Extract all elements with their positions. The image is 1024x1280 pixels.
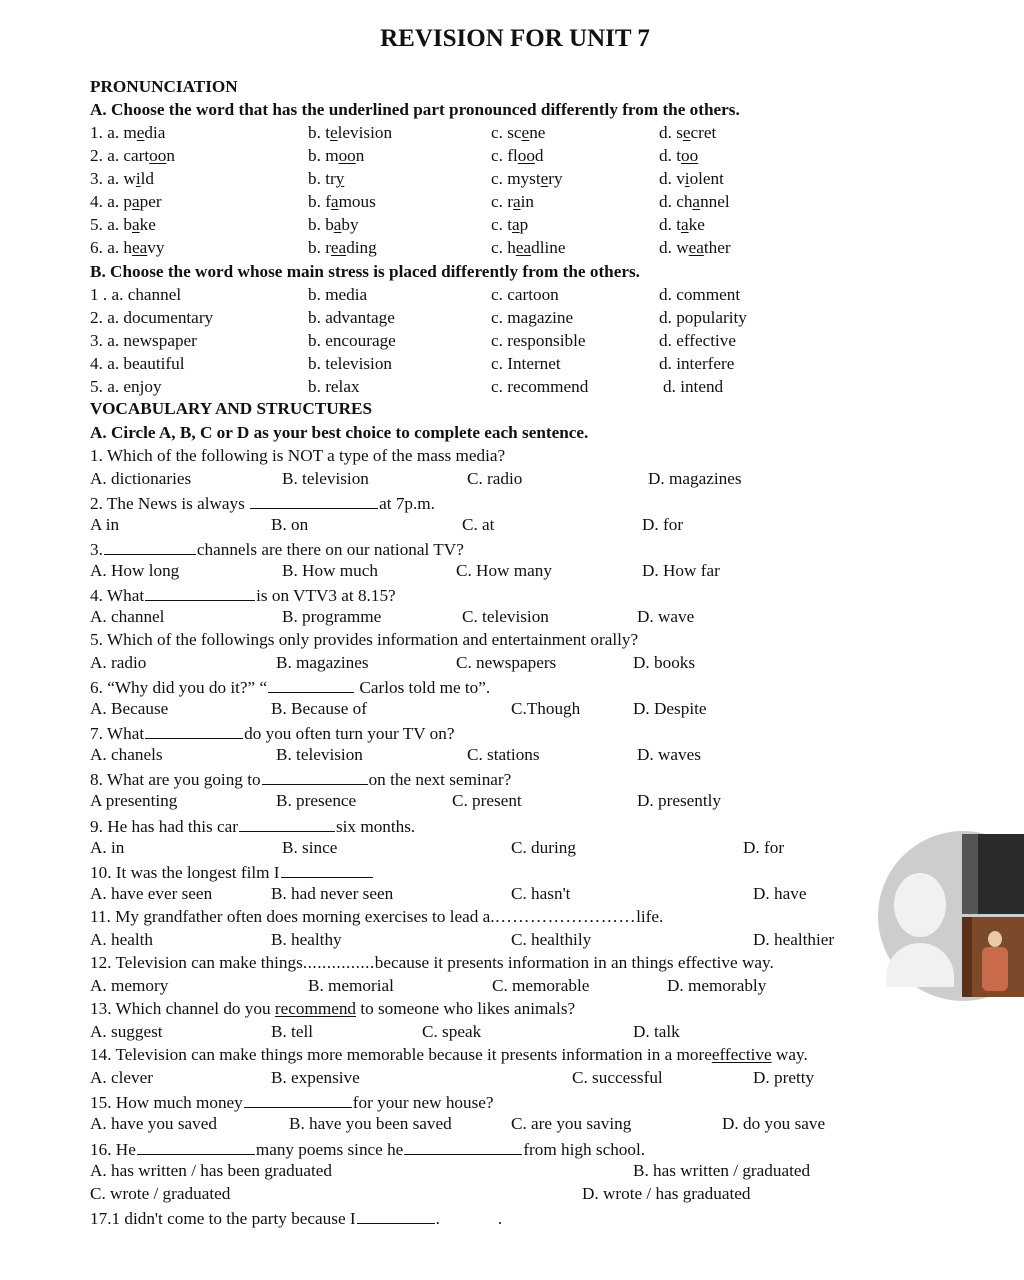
answer-option[interactable]: C. radio: [467, 469, 523, 488]
photo-thumbnail[interactable]: [962, 834, 1024, 914]
pronunciation-option[interactable]: d. channel: [659, 192, 730, 211]
question-7-tail: do you often turn your TV on?: [244, 724, 455, 743]
answer-option[interactable]: B. How much: [282, 561, 378, 580]
question-3-tail: channels are there on our national TV?: [196, 540, 464, 559]
answer-option[interactable]: A. channel: [90, 607, 165, 626]
stress-option[interactable]: 4. a. beautiful: [90, 354, 185, 373]
stress-option[interactable]: d. intend: [663, 377, 724, 396]
pronunciation-option[interactable]: 5. a. bake: [90, 215, 156, 234]
question-16: [90, 1138, 645, 1160]
pronunciation-option[interactable]: 2. a. cartoon: [90, 146, 175, 165]
answer-dots[interactable]: ...............: [302, 953, 375, 972]
pronunciation-option[interactable]: d. violent: [659, 169, 724, 188]
question-9-tail: six months.: [335, 817, 416, 836]
answer-option[interactable]: D. Despite: [633, 699, 707, 718]
answer-option[interactable]: D. pretty: [753, 1068, 815, 1087]
answer-blank[interactable]: [281, 861, 373, 878]
pronunciation-option[interactable]: c. mystery: [491, 169, 563, 188]
question-17-stem: 17.1 didn't come to the party because I: [90, 1209, 356, 1228]
answer-option[interactable]: A. in: [90, 838, 125, 857]
stress-option[interactable]: c. responsible: [491, 331, 586, 350]
question-11-stem: 11. My grandfather often does morning exercises to lead a.: [90, 907, 495, 926]
answer-option[interactable]: C. hasn't: [511, 884, 571, 903]
answer-option[interactable]: C. television: [462, 607, 549, 626]
answer-option[interactable]: D. books: [633, 653, 696, 672]
underlined-part: a: [132, 215, 140, 234]
answer-option[interactable]: C. memorable: [492, 976, 590, 995]
question-10: [90, 861, 374, 883]
underlined-part: oo: [517, 146, 535, 165]
question-11-tail: life.: [636, 907, 664, 926]
answer-option[interactable]: B. tell: [271, 1022, 314, 1041]
question-6-stem: 6. “Why did you do it?” “: [90, 678, 268, 697]
stress-option[interactable]: d. comment: [659, 285, 741, 304]
pronunciation-option[interactable]: b. television: [308, 123, 393, 142]
instruction-b: B. Choose the word whose main stress is placed differently from the others.: [90, 262, 640, 281]
question-13-stem: 13. Which channel do you: [90, 999, 275, 1018]
answer-option[interactable]: A. health: [90, 930, 154, 949]
question-9-stem: 9. He has had this car: [90, 817, 238, 836]
answer-blank[interactable]: [239, 815, 335, 832]
underlined-part: a: [333, 215, 342, 234]
question-17: [90, 1207, 502, 1229]
question-9: [90, 815, 415, 837]
question-8: [90, 768, 511, 790]
question-14-tail: way.: [771, 1045, 808, 1064]
underlined-part: a: [680, 215, 689, 234]
stress-option[interactable]: 3. a. newspaper: [90, 331, 197, 350]
answer-option[interactable]: A. have ever seen: [90, 884, 213, 903]
question-16-stem: 16. He: [90, 1140, 136, 1159]
section-heading-vocabulary: VOCABULARY AND STRUCTURES: [90, 399, 373, 418]
question-12-stem: 12. Television can make things: [90, 953, 303, 972]
pronunciation-option[interactable]: 4. a. paper: [90, 192, 162, 211]
answer-option[interactable]: C. during: [511, 838, 576, 857]
underlined-part: a: [512, 215, 520, 234]
stress-option[interactable]: d. popularity: [659, 308, 747, 327]
pronunciation-option[interactable]: b. baby: [308, 215, 359, 234]
answer-option[interactable]: A. Because: [90, 699, 169, 718]
answer-option[interactable]: C. at: [462, 515, 495, 534]
stress-option[interactable]: b. advantage: [308, 308, 395, 327]
question-3: [90, 538, 464, 560]
underlined-part: i: [135, 169, 141, 188]
answer-blank[interactable]: [268, 676, 354, 693]
question-14-stem: 14. Television can make things more memorable because it presents information in a more: [90, 1045, 712, 1064]
underlined-part: ea: [132, 238, 148, 257]
underlined-part: ea: [330, 238, 347, 257]
question-7: [90, 722, 454, 744]
question-14: [90, 1045, 808, 1065]
underlined-word: recommend: [274, 999, 357, 1018]
stress-option[interactable]: b. relax: [308, 377, 360, 396]
pronunciation-option[interactable]: c. rain: [491, 192, 534, 211]
answer-blank[interactable]: [104, 538, 196, 555]
question-13-tail: to someone who likes animals?: [356, 999, 576, 1018]
pronunciation-option[interactable]: c. flood: [491, 146, 544, 165]
avatar-placeholder-icon: [894, 873, 946, 937]
underlined-part: e: [521, 123, 530, 142]
question-2: [90, 492, 435, 514]
question-17-tail: .: [497, 1209, 503, 1228]
answer-option[interactable]: D. healthier: [753, 930, 835, 949]
question-15: [90, 1091, 494, 1113]
answer-option[interactable]: A. have you saved: [90, 1114, 217, 1133]
answer-option[interactable]: A presenting: [90, 791, 178, 810]
underlined-part: a: [692, 192, 701, 211]
answer-option[interactable]: C. wrote / graduated: [90, 1184, 231, 1203]
question-4-tail: is on VTV3 at 8.15?: [256, 586, 396, 605]
answer-option[interactable]: B. healthy: [271, 930, 342, 949]
answer-option[interactable]: C. speak: [422, 1022, 482, 1041]
answer-option[interactable]: B. had never seen: [271, 884, 394, 903]
question-13: [90, 999, 575, 1019]
stress-option[interactable]: c. recommend: [491, 377, 589, 396]
answer-option[interactable]: C. How many: [456, 561, 552, 580]
pronunciation-option[interactable]: d. take: [659, 215, 705, 234]
answer-option[interactable]: A. How long: [90, 561, 180, 580]
photo-thumbnail[interactable]: [962, 917, 1024, 997]
answer-option[interactable]: D. wrote / has graduated: [582, 1184, 751, 1203]
underlined-part: y: [335, 169, 345, 188]
answer-option[interactable]: C. newspapers: [456, 653, 557, 672]
instruction-vocab-a: A. Circle A, B, C or D as your best choice to complete each sentence.: [90, 423, 589, 442]
answer-option[interactable]: B. magazines: [276, 653, 369, 672]
answer-option[interactable]: B. programme: [282, 607, 382, 626]
answer-option[interactable]: D. for: [743, 838, 785, 857]
answer-option[interactable]: D. waves: [637, 745, 701, 764]
question-3-stem: 3.: [90, 540, 103, 559]
pronunciation-option[interactable]: c. scene: [491, 123, 546, 142]
pronunciation-option[interactable]: 3. a. wild: [90, 169, 154, 188]
question-12: [90, 953, 774, 973]
question-16-mid: many poems since he: [255, 1140, 404, 1159]
answer-blank[interactable]: [262, 768, 368, 785]
question-7-stem: 7. What: [90, 724, 145, 743]
answer-blank[interactable]: [244, 1091, 352, 1108]
question-2-tail: at 7p.m.: [379, 494, 435, 513]
underlined-part: a: [132, 192, 140, 211]
question-6-tail: Carlos told me to”.: [355, 678, 491, 697]
pronunciation-option[interactable]: d. weather: [659, 238, 731, 257]
pronunciation-option[interactable]: c. tap: [491, 215, 529, 234]
question-16-tail: from high school.: [523, 1140, 646, 1159]
answer-option[interactable]: B. since: [282, 838, 338, 857]
answer-option[interactable]: B. expensive: [271, 1068, 360, 1087]
answer-option[interactable]: B. presence: [276, 791, 357, 810]
answer-option[interactable]: A. radio: [90, 653, 147, 672]
answer-blank[interactable]: [404, 1138, 522, 1155]
underlined-part: ea: [688, 238, 704, 257]
question-1: 1. Which of the following is NOT a type of the mass media?: [90, 446, 506, 465]
answer-option[interactable]: C. healthily: [511, 930, 592, 949]
stress-option[interactable]: c. Internet: [491, 354, 561, 373]
instruction-a: A. Choose the word that has the underlined part pronounced differently from the others.: [90, 100, 740, 119]
question-8-tail: on the next seminar?: [368, 770, 512, 789]
stress-option[interactable]: b. television: [308, 354, 393, 373]
question-11: [90, 907, 663, 927]
answer-option[interactable]: D. presently: [637, 791, 722, 810]
answer-blank[interactable]: [145, 722, 243, 739]
answer-option[interactable]: D. talk: [633, 1022, 680, 1041]
stress-option[interactable]: 5. a. enjoy: [90, 377, 162, 396]
underlined-part: e: [682, 123, 691, 142]
answer-option[interactable]: A. memory: [90, 976, 169, 995]
floating-chat-widget[interactable]: [878, 831, 1024, 1001]
underlined-part: e: [136, 123, 145, 142]
stress-option[interactable]: b. media: [308, 285, 368, 304]
pronunciation-option[interactable]: b. try: [308, 169, 345, 188]
answer-option[interactable]: A. suggest: [90, 1022, 163, 1041]
question-12-tail: because it presents information in an things effective way.: [374, 953, 774, 972]
underlined-part: oo: [680, 146, 699, 165]
stress-option[interactable]: b. encourage: [308, 331, 396, 350]
underlined-part: a: [512, 192, 521, 211]
pronunciation-option[interactable]: d. secret: [659, 123, 717, 142]
question-4-stem: 4. What: [90, 586, 145, 605]
underlined-part: e: [329, 123, 338, 142]
underlined-part: e: [540, 169, 549, 188]
answer-option[interactable]: B. Because of: [271, 699, 367, 718]
answer-option[interactable]: C. are you saving: [511, 1114, 632, 1133]
stress-option[interactable]: 1 . a. channel: [90, 285, 182, 304]
underlined-part: i: [684, 169, 690, 188]
answer-option[interactable]: A. clever: [90, 1068, 153, 1087]
answer-option[interactable]: A. chanels: [90, 745, 163, 764]
question-8-stem: 8. What are you going to: [90, 770, 261, 789]
pronunciation-option[interactable]: b. reading: [308, 238, 377, 257]
pronunciation-option[interactable]: d. too: [659, 146, 699, 165]
stress-option[interactable]: c. cartoon: [491, 285, 559, 304]
stress-option[interactable]: 2. a. documentary: [90, 308, 214, 327]
answer-option[interactable]: D. wave: [637, 607, 695, 626]
answer-option[interactable]: A. has written / has been graduated: [90, 1161, 332, 1180]
answer-option[interactable]: C. present: [452, 791, 522, 810]
stress-option[interactable]: d. interfere: [659, 354, 735, 373]
answer-option[interactable]: C.Though: [511, 699, 581, 718]
answer-option[interactable]: A in: [90, 515, 120, 534]
answer-option[interactable]: C. stations: [467, 745, 540, 764]
answer-dots[interactable]: ……………………: [494, 907, 637, 926]
question-5: 5. Which of the followings only provides information and entertainment orally?: [90, 630, 639, 649]
pronunciation-option[interactable]: 6. a. heavy: [90, 238, 165, 257]
answer-option[interactable]: D. for: [642, 515, 684, 534]
answer-option[interactable]: C. successful: [572, 1068, 663, 1087]
pronunciation-option[interactable]: b. moon: [308, 146, 365, 165]
underlined-part: oo: [149, 146, 167, 165]
answer-blank[interactable]: [250, 492, 378, 509]
answer-option[interactable]: A. dictionaries: [90, 469, 192, 488]
underlined-part: oo: [338, 146, 356, 165]
underlined-part: ea: [515, 238, 532, 257]
answer-option[interactable]: B. television: [276, 745, 363, 764]
answer-option[interactable]: D. How far: [642, 561, 720, 580]
answer-blank[interactable]: [137, 1138, 255, 1155]
stress-option[interactable]: c. magazine: [491, 308, 574, 327]
pronunciation-option[interactable]: 1. a. media: [90, 123, 166, 142]
section-heading-pronunciation: PRONUNCIATION: [90, 77, 238, 96]
answer-option[interactable]: D. memorably: [667, 976, 767, 995]
question-15-tail: for your new house?: [352, 1093, 494, 1112]
answer-option[interactable]: B. memorial: [308, 976, 394, 995]
answer-blank[interactable]: [145, 584, 255, 601]
answer-option[interactable]: B. television: [282, 469, 369, 488]
question-2-stem: 2. The News is always: [90, 494, 245, 513]
stress-option[interactable]: d. effective: [659, 331, 736, 350]
answer-option[interactable]: D. magazines: [648, 469, 742, 488]
question-15-stem: 15. How much money: [90, 1093, 243, 1112]
answer-option[interactable]: D. have: [753, 884, 807, 903]
page-title: REVISION FOR UNIT 7: [380, 25, 650, 52]
answer-option[interactable]: B. have you been saved: [289, 1114, 452, 1133]
question-4: [90, 584, 396, 606]
answer-blank[interactable]: [357, 1207, 435, 1224]
answer-option[interactable]: D. do you save: [722, 1114, 826, 1133]
question-10-stem: 10. It was the longest film I: [90, 863, 280, 882]
question-17-period: .: [435, 1209, 440, 1228]
underlined-word: effective: [711, 1045, 772, 1064]
answer-option[interactable]: B. has written / graduated: [633, 1161, 811, 1180]
pronunciation-option[interactable]: b. famous: [308, 192, 376, 211]
pronunciation-option[interactable]: c. headline: [491, 238, 566, 257]
question-6: [90, 676, 490, 698]
answer-option[interactable]: B. on: [271, 515, 309, 534]
underlined-part: a: [330, 192, 339, 211]
